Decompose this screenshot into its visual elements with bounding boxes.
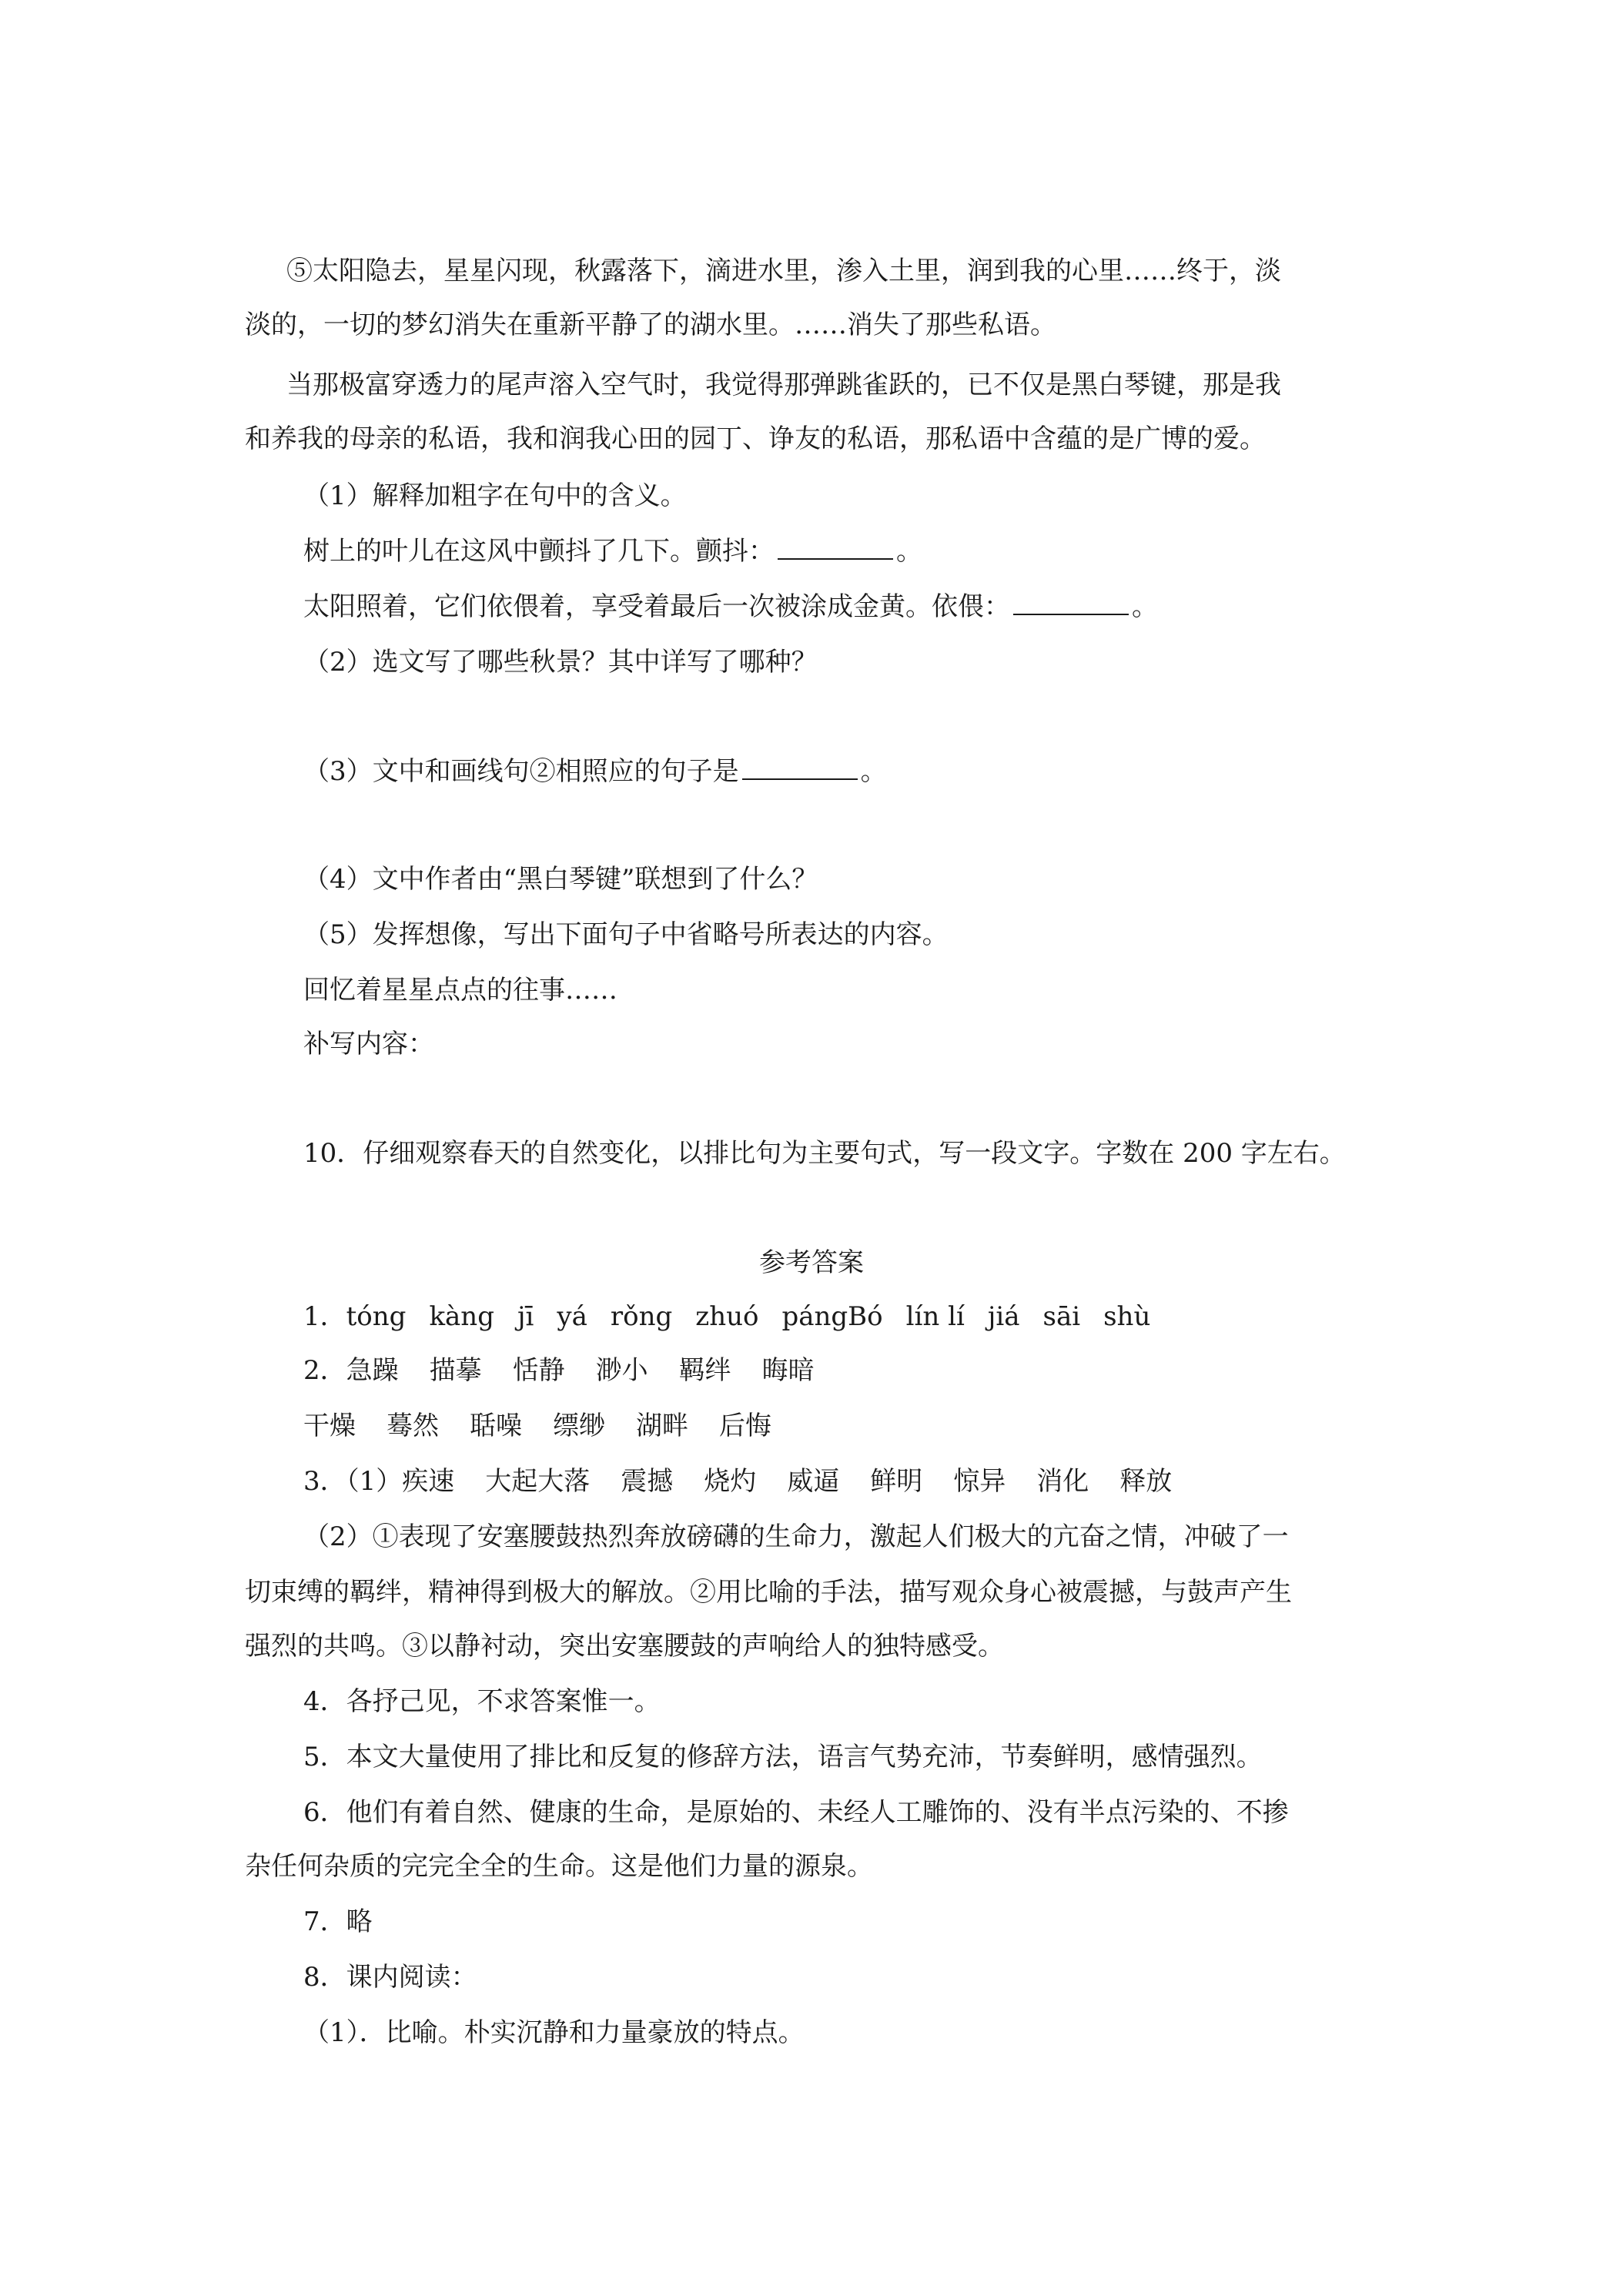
question-1b	[303, 590, 1158, 624]
word-item: 蓦然	[387, 1411, 439, 1441]
answer-7: 7．略	[303, 1906, 373, 1937]
word-item: 烧灼	[704, 1466, 757, 1497]
question-5-fill-label: 补写内容：	[303, 1029, 434, 1059]
word-item: 震撼	[621, 1466, 674, 1497]
question-1-title: （1）解释加粗字在句中的含义。	[303, 480, 687, 511]
word-item: 威逼	[787, 1466, 840, 1497]
word-item: 后悔	[719, 1411, 771, 1441]
word-item: 恬静	[512, 1355, 565, 1386]
word-item: 大起大落	[485, 1466, 591, 1497]
answer-6-line-1: 6．他们有着自然、健康的生命，是原始的、未经人工雕饰的、没有半点污染的、不掺	[303, 1797, 1289, 1828]
word-item: 干燥	[303, 1411, 356, 1441]
word-item: 晦暗	[761, 1355, 815, 1386]
word-item: 羁绊	[678, 1355, 731, 1386]
question-1a-text: 树上的叶儿在这风中颤抖了几下。颤抖：	[303, 536, 775, 567]
answer-8: 8．课内阅读：	[303, 1962, 477, 1993]
answer-1	[303, 1300, 1173, 1334]
word-item: 湖畔	[636, 1411, 688, 1441]
word-item: 惊异	[953, 1466, 1006, 1497]
question-1a-suffix: 。	[896, 536, 922, 567]
question-1a	[303, 534, 922, 568]
answer-3-2-line-2: 切束缚的羁绊，精神得到极大的解放。②用比喻的手法，描写观众身心被震撼，与鼓声产生	[245, 1577, 1292, 1608]
word-item: 聒噪	[470, 1411, 522, 1441]
pinyin-item: yá	[557, 1301, 587, 1332]
question-3	[303, 755, 887, 788]
answer-blank[interactable]	[778, 535, 893, 560]
word-item: 释放	[1119, 1466, 1173, 1497]
answer-4: 4．各抒己见，不求答案惟一。	[303, 1686, 661, 1717]
pinyin-item: pángBó	[781, 1301, 883, 1332]
question-2: （2）选文写了哪些秋景？其中详写了哪种？	[303, 647, 818, 678]
question-1b-suffix: 。	[1132, 591, 1158, 622]
answer-6-line-2: 杂任何杂质的完完全全的生命。这是他们力量的源泉。	[245, 1851, 873, 1882]
answer-3-2-line-3: 强烈的共鸣。③以静衬动，突出安塞腰鼓的声响给人的独特感受。	[245, 1631, 1004, 1662]
question-3-suffix: 。	[860, 756, 887, 787]
answer-3-2-line-1: （2）①表现了安塞腰鼓热烈奔放磅礴的生命力，激起人们极大的亢奋之情，冲破了一	[303, 1521, 1289, 1552]
question-10: 10．仔细观察春天的自然变化，以排比句为主要句式，写一段文字。字数在 200 字左右。	[303, 1138, 1346, 1169]
passage-paragraph-5-line-1: ⑤太阳隐去，星星闪现，秋露落下，滴进水里，渗入土里，润到我的心里……终于，淡	[286, 256, 1281, 286]
pinyin-item: tóng	[346, 1301, 407, 1332]
question-4: （4）文中作者由“黑白琴键”联想到了什么？	[303, 864, 818, 895]
answer-blank[interactable]	[1013, 591, 1129, 615]
answer-2-row-2	[303, 1409, 802, 1443]
word-item: 描摹	[429, 1355, 482, 1386]
word-item: 缥缈	[553, 1411, 605, 1441]
word-item: 疾速	[402, 1466, 455, 1497]
word-item: 消化	[1036, 1466, 1089, 1497]
word-item: 渺小	[595, 1355, 648, 1386]
passage-paragraph-5-line-2: 淡的，一切的梦幻消失在重新平静了的湖水里。……消失了那些私语。	[245, 310, 1056, 340]
answer-5: 5．本文大量使用了排比和反复的修辞方法，语言气势充沛，节奏鲜明，感情强烈。	[303, 1742, 1263, 1772]
word-item: 鲜明	[870, 1466, 923, 1497]
word-item: 急躁	[346, 1355, 399, 1386]
pinyin-item: shù	[1103, 1301, 1151, 1332]
pinyin-item: jī	[517, 1301, 534, 1332]
answer-1-number: 1．	[303, 1301, 346, 1332]
question-5-sentence: 回忆着星星点点的往事……	[303, 975, 617, 1006]
answer-3-1	[303, 1464, 1203, 1498]
pinyin-item: zhuó	[695, 1301, 759, 1332]
passage-paragraph-6-line-2: 和养我的母亲的私语，我和润我心田的园丁、诤友的私语，那私语中含蕴的是广博的爱。	[245, 423, 1266, 454]
passage-paragraph-6-line-1: 当那极富穿透力的尾声溶入空气时，我觉得那弹跳雀跃的，已不仅是黑白琴键，那是我	[286, 370, 1281, 400]
answer-3-prefix: 3．（1）	[303, 1466, 403, 1497]
pinyin-item: sāi	[1042, 1301, 1081, 1332]
answers-heading: 参考答案	[759, 1247, 864, 1278]
answer-2-row-1	[303, 1354, 845, 1387]
question-1b-text: 太阳照着，它们依偎着，享受着最后一次被涂成金黄。依偎：	[303, 591, 1010, 622]
question-5-title: （5）发挥想像，写出下面句子中省略号所表达的内容。	[303, 919, 949, 950]
answer-8-1: （1）．比喻。朴实沉静和力量豪放的特点。	[303, 2017, 805, 2048]
answer-blank[interactable]	[742, 755, 858, 780]
answer-2-number: 2．	[303, 1355, 346, 1386]
question-3-text: （3）文中和画线句②相照应的句子是	[303, 756, 739, 787]
pinyin-item: rǒng	[610, 1301, 673, 1332]
pinyin-item: jiá	[987, 1301, 1020, 1332]
pinyin-item: kàng	[429, 1301, 494, 1332]
pinyin-item: lín lí	[905, 1301, 965, 1332]
